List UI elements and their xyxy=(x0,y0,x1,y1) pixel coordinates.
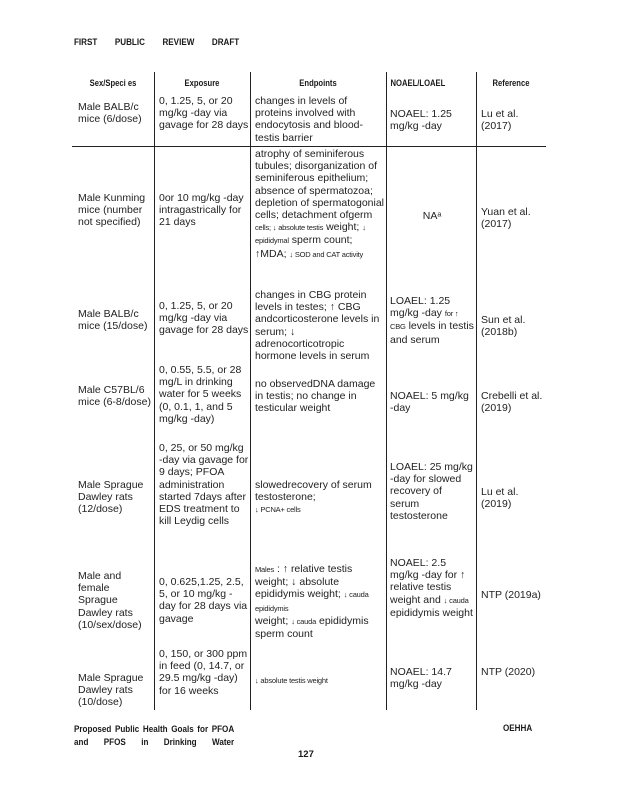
endpoint-text: weight; xyxy=(255,614,289,627)
table-cell-endpoints: changes in levels of proteins involved with endocytosis and blood-testis barrier xyxy=(255,95,363,144)
column-header-endpoints: Endpoints xyxy=(299,78,337,88)
table-cell-sex: Male Kunming mice (number not specified) xyxy=(78,192,146,229)
endpoint-text: sperm count; ↑MDA; xyxy=(255,234,353,260)
endpoint-text-small: ↓ absolute testis weight xyxy=(255,676,328,685)
endpoint-text-small: ↓ cauda epididymis xyxy=(255,590,369,613)
endpoint-text: epididymis sperm count xyxy=(255,614,369,641)
table-cell-endpoints xyxy=(255,563,385,640)
column-divider xyxy=(386,72,387,710)
table-cell-sex: Male BALB/c mice (15/dose) xyxy=(78,308,148,333)
table-cell-sex: Male Sprague Dawley rats (10/dose) xyxy=(78,672,144,709)
row-divider xyxy=(72,146,546,147)
table-cell-exposure: 0, 1.25, 5, or 20 mg/kg -day via gavage for 28 days xyxy=(159,95,249,132)
table-cell-endpoints xyxy=(255,148,385,261)
table-cell-noael: LOAEL: 25 mg/kg -day for slowed recovery of serum testosterone xyxy=(390,461,473,522)
table-cell-noael xyxy=(390,295,474,346)
column-divider xyxy=(250,72,251,710)
column-header-exposure: Exposure xyxy=(184,78,220,88)
table-cell-sex: Male Sprague Dawley rats (12/dose) xyxy=(78,479,144,516)
noael-text: NOAEL: 2.5 mg/kg -day for ↑ relative testis weight and xyxy=(390,557,466,606)
table-cell-reference: NTP (2020) xyxy=(481,666,536,678)
noael-text: epididymis weight xyxy=(390,606,473,619)
table-cell-noael: NOAEL: 5 mg/kg -day xyxy=(390,390,469,415)
table-cell-endpoints xyxy=(255,674,385,687)
table-cell-sex: Male C57BL/6 mice (6-8/dose) xyxy=(78,384,151,409)
table-cell-exposure: 0, 25, or 50 mg/kg -day via gavage for 9 days; PFOA administration started 7days after EDS treatment to kill Leydig cells xyxy=(159,442,249,528)
noael-text: levels in testis and serum xyxy=(390,320,474,346)
endpoint-text-small: ↓ cauda xyxy=(291,616,317,626)
table-cell-endpoints: no observedDNA damage in testis; no change in testicular weight xyxy=(255,378,376,415)
table-cell-sex: Male BALB/c mice (6/dose) xyxy=(78,101,142,126)
table-cell-reference: NTP (2019a) xyxy=(481,589,541,601)
endpoint-text: weight; xyxy=(326,221,360,234)
table-cell-sex: Male and female Sprague Dawley rats (10/sex/dose) xyxy=(78,570,142,631)
draft-header: FIRST PUBLIC REVIEW DRAFT xyxy=(74,37,240,48)
agency-footer: OEHHA xyxy=(503,723,533,734)
table-cell-exposure: 0, 150, or 300 ppm in feed (0, 14.7, or 29.5 mg/kg -day) for 16 weeks xyxy=(159,648,248,697)
table-cell-reference: Crebelli et al. (2019) xyxy=(481,390,543,415)
table-cell-reference: Yuan et al. (2017) xyxy=(481,206,531,231)
column-header-reference: Reference xyxy=(492,78,530,88)
page-number: 127 xyxy=(298,749,314,760)
endpoint-text-small: ↓ SOD and CAT activity xyxy=(289,249,364,259)
table-cell-noael: NAᵃ xyxy=(422,210,442,222)
endpoint-text: slowedrecovery of serum testosterone; xyxy=(255,479,372,504)
endpoint-text-small: ↓ PCNA+ cells xyxy=(255,505,301,515)
endpoint-text-small: ↓ epididymal xyxy=(255,223,366,246)
table-cell-endpoints: changes in CBG protein levels in testes; ↑ CBG andcorticosterone levels in serum; ↓ adrenocorticotropic hormone levels in serum xyxy=(255,289,380,363)
noael-text-small: ↓ cauda xyxy=(443,595,469,605)
endpoint-text-small: Males xyxy=(255,565,275,574)
noael-text-small: for ↑ CBG xyxy=(390,309,459,332)
endpoint-text: atrophy of seminiferous tubules; disorganization of seminiferous epithelium; absence of spermatozoa; depletion of spermatogonial cells; detachment ofgerm xyxy=(255,148,385,222)
noael-text: LOAEL: 1.25 mg/kg -day xyxy=(390,295,451,320)
column-header-noael: NOAEL/LOAEL xyxy=(390,78,446,88)
table-cell-reference: Lu et al. (2019) xyxy=(481,486,519,511)
endpoint-text-small: cells; ↓ absolute testis xyxy=(255,223,324,233)
table-cell-exposure: 0, 0.625,1.25, 2.5, 5, or 10 mg/kg -day for 28 days via gavage xyxy=(159,576,248,625)
table-cell-noael: NOAEL: 1.25 mg/kg -day xyxy=(390,108,452,133)
table-cell-reference: Sun et al. (2018b) xyxy=(481,314,526,339)
table-cell-noael xyxy=(390,557,474,619)
column-header-sex: Sex/Speci es xyxy=(89,78,137,88)
column-divider xyxy=(476,72,477,710)
endpoint-text: : ↑ relative testis weight; ↓ absolute epididymis weight; xyxy=(255,563,353,601)
table-cell-reference: Lu et al. (2017) xyxy=(481,108,519,133)
table-cell-endpoints xyxy=(255,479,385,517)
document-title-footer: Proposed Public Health Goals for PFOA and PFOS in Drinking Water xyxy=(74,724,235,747)
table-cell-noael: NOAEL: 14.7 mg/kg -day xyxy=(390,666,452,691)
table-cell-exposure: 0, 0.55, 5.5, or 28 mg/L in drinking water for 5 weeks (0, 0.1, 1, and 5 mg/kg -day) xyxy=(159,364,242,425)
table-cell-exposure: 0or 10 mg/kg -day intragastrically for 21 days xyxy=(159,192,244,229)
table-cell-exposure: 0, 1.25, 5, or 20 mg/kg -day via gavage for 28 days xyxy=(159,300,249,337)
column-divider xyxy=(154,72,155,710)
